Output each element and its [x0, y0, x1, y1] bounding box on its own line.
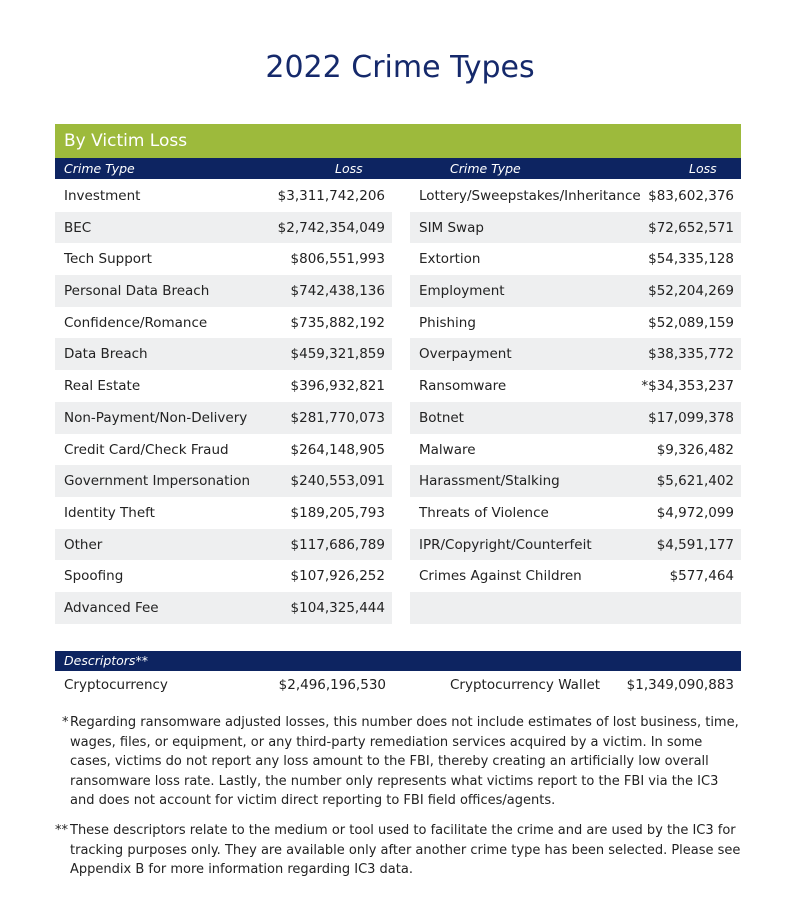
table-row [410, 307, 741, 339]
crime-type-cell: Crimes Against Children [419, 568, 582, 585]
descriptor-value: $2,496,196,530 [278, 677, 386, 693]
table-row [55, 370, 392, 402]
loss-cell: $9,326,482 [656, 441, 734, 458]
footnote-descriptors [55, 821, 742, 880]
table-row [55, 497, 392, 529]
loss-cell: $240,553,091 [290, 473, 385, 490]
loss-cell: $117,686,789 [290, 536, 385, 553]
crime-type-cell: SIM Swap [419, 219, 484, 236]
left-table-column [55, 180, 392, 624]
loss-cell: $742,438,136 [290, 283, 385, 300]
footnote-marker: ** [55, 823, 68, 838]
table-row [410, 180, 741, 212]
table-row [410, 243, 741, 275]
table-row [410, 434, 741, 466]
table-row [55, 338, 392, 370]
crime-type-cell: Advanced Fee [64, 599, 159, 616]
crime-type-cell: Investment [64, 188, 141, 204]
table-row [55, 212, 392, 244]
table-row [55, 529, 392, 561]
crime-type-cell: Other [64, 536, 103, 553]
table-row [55, 180, 392, 212]
loss-cell: *$34,353,237 [641, 378, 734, 395]
descriptor-name: Cryptocurrency [64, 677, 168, 693]
loss-cell: $17,099,378 [648, 409, 734, 426]
descriptor-value: $1,349,090,883 [626, 677, 734, 693]
table-row [410, 529, 741, 561]
crime-type-cell: Harassment/Stalking [419, 473, 560, 490]
table-row [410, 275, 741, 307]
column-header-loss-left: Loss [335, 161, 363, 176]
loss-cell: $104,325,444 [290, 599, 385, 616]
loss-cell: $735,882,192 [290, 314, 385, 331]
loss-cell: $5,621,402 [656, 473, 734, 490]
loss-cell: $396,932,821 [290, 378, 385, 395]
loss-cell: $72,652,571 [648, 219, 734, 236]
descriptor-name: Cryptocurrency Wallet [450, 677, 601, 693]
table-header [55, 158, 741, 179]
descriptors-label: Descriptors** [64, 653, 148, 668]
loss-cell: $806,551,993 [290, 251, 385, 268]
loss-cell: $3,311,742,206 [277, 188, 385, 204]
crime-type-cell: Extortion [419, 251, 481, 268]
table-row-empty [410, 592, 741, 624]
crime-type-cell: Personal Data Breach [64, 283, 210, 300]
descriptors-header [55, 651, 741, 671]
crime-type-cell: IPR/Copyright/Counterfeit [419, 536, 592, 553]
table-row [55, 465, 392, 497]
loss-cell: $189,205,793 [290, 504, 385, 521]
loss-cell: $52,089,159 [648, 314, 734, 331]
right-table-column [410, 180, 741, 624]
table-row [55, 434, 392, 466]
crime-type-cell: Malware [419, 441, 476, 458]
loss-cell: $2,742,354,049 [277, 219, 385, 236]
crime-type-cell: Confidence/Romance [64, 314, 208, 331]
table-row [410, 465, 741, 497]
table-row [410, 212, 741, 244]
loss-cell: $52,204,269 [648, 283, 734, 300]
crime-type-cell: Tech Support [64, 251, 152, 268]
loss-cell: $107,926,252 [290, 568, 385, 585]
crime-type-cell: Phishing [419, 314, 476, 331]
column-header-crime-type-right: Crime Type [450, 161, 521, 176]
loss-cell: $459,321,859 [290, 346, 385, 363]
crime-type-cell: Threats of Violence [419, 504, 549, 521]
crime-type-cell: Real Estate [64, 378, 141, 395]
table-row [55, 243, 392, 275]
crime-type-cell: BEC [64, 219, 92, 236]
loss-cell: $38,335,772 [648, 346, 734, 363]
footnote-marker: * [62, 715, 69, 730]
loss-cell: $281,770,073 [290, 409, 385, 426]
table-row [55, 307, 392, 339]
loss-cell: $83,602,376 [648, 188, 734, 204]
table-row [410, 370, 741, 402]
crime-type-cell: Spoofing [64, 568, 124, 585]
table-row [55, 402, 392, 434]
crime-type-cell: Data Breach [64, 346, 148, 363]
column-header-loss-right: Loss [689, 161, 717, 176]
footnote-text: These descriptors relate to the medium or tool used to facilitate the crime and are used by the IC3 for tracking purposes only. They are available only after another crime type has been selected. Please see Appendix B for more information regarding IC3 data. [70, 823, 741, 877]
crime-type-cell: Identity Theft [64, 504, 155, 521]
crime-type-cell: Employment [419, 283, 505, 300]
table-row [410, 497, 741, 529]
column-header-crime-type-left: Crime Type [64, 161, 135, 176]
footnote-text: Regarding ransomware adjusted losses, this number does not include estimates of lost business, time, wages, files, or equipment, or any third-party remediation services acquired by a victim. In some cases, victims do not report any loss amount to the FBI, thereby creating an artificially low overall ransomware loss rate. Lastly, the number only represents what victims report to the FBI via the IC3 and does not account for victim direct reporting to FBI field offices/agents. [70, 715, 739, 808]
table-row [55, 560, 392, 592]
table-row [410, 402, 741, 434]
page-title: 2022 Crime Types [265, 50, 535, 85]
loss-cell: $4,972,099 [656, 504, 734, 521]
loss-cell: $4,591,177 [656, 536, 734, 553]
loss-cell: $264,148,905 [290, 441, 385, 458]
crime-type-cell: Botnet [419, 409, 464, 426]
crime-type-cell: Overpayment [419, 346, 512, 363]
table-row [55, 275, 392, 307]
footnote-ransomware [62, 713, 742, 811]
crime-type-cell: Lottery/Sweepstakes/Inheritance [419, 188, 641, 204]
crime-type-cell: Credit Card/Check Fraud [64, 441, 229, 458]
crime-type-cell: Government Impersonation [64, 473, 251, 490]
table-row [410, 560, 741, 592]
table-row [55, 592, 392, 624]
crime-type-cell: Ransomware [419, 378, 507, 395]
table-row [410, 338, 741, 370]
loss-cell: $54,335,128 [648, 251, 734, 268]
crime-type-cell: Non-Payment/Non-Delivery [64, 409, 248, 426]
section-header-by-victim-loss: By Victim Loss [55, 124, 741, 158]
loss-cell: $577,464 [669, 568, 734, 585]
